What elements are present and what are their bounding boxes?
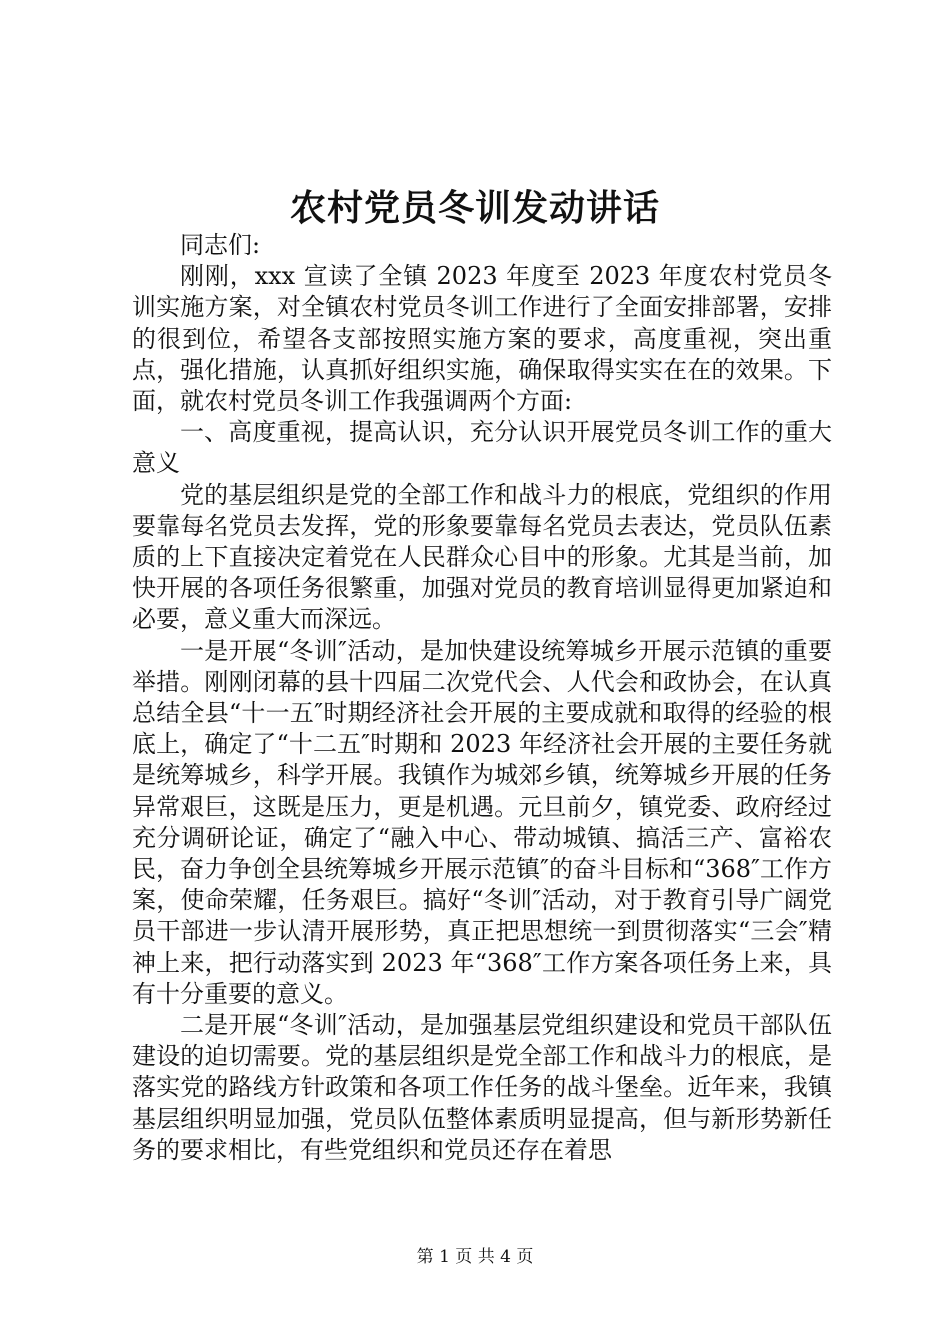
paragraph: 党的基层组织是党的全部工作和战斗力的根底，党组织的作用要靠每名党员去发挥，党的形象要靠每名党员去表达，党员队伍素质的上下直接决定着党在人民群众心目中的形象。尤其是当前，加快开展的各项任务很繁重，加强对党员的教育培训显得更加紧迫和必要，意义重大而深远。 xyxy=(132,480,832,634)
paragraph: 刚刚，xxx 宣读了全镇 2023 年度至 2023 年度农村党员冬训实施方案，对全镇农村党员冬训工作进行了全面安排部署，安排的很到位，希望各支部按照实施方案的要求，高度重视，突出重点，强化措施，认真抓好组织实施，确保取得实实在在的效果。下面，就农村党员冬训工作我强调两个方面: xyxy=(132,262,832,416)
document-title: 农村党员冬训发动讲话 xyxy=(289,187,660,229)
page-footer: 第 1 页 共 4 页 xyxy=(416,1247,534,1267)
document-body xyxy=(132,230,832,1166)
paragraph: 一是开展“冬训″活动，是加快建设统筹城乡开展示范镇的重要举措。刚刚闭幕的县十四届二次党代会、人代会和政协会，在认真总结全县“十一五″时期经济社会开展的主要成就和取得的经验的根底上，确定了“十二五″时期和 2023 年经济社会开展的主要任务就是统筹城乡，科学开展。我镇作为城郊乡镇，统筹城乡开展的任务异常艰巨，这既是压力，更是机遇。元旦前夕，镇党委、政府经过充分调研论证，确定了“融入中心、带动城镇、搞活三产、富裕农民，奋力争创全县统筹城乡开展示范镇″的奋斗目标和“368″工作方案，使命荣耀，任务艰巨。搞好“冬训″活动，对于教育引导广阔党员干部进一步认清开展形势，真正把思想统一到贯彻落实“三会″精神上来，把行动落实到 2023 年“368″工作方案各项任务上来，具有十分重要的意义。 xyxy=(132,636,833,1008)
salutation: 同志们: xyxy=(180,231,261,259)
section-heading: 一、高度重视，提高认识，充分认识开展党员冬训工作的重大意义 xyxy=(132,418,832,478)
paragraph: 二是开展“冬训″活动，是加强基层党组织建设和党员干部队伍建设的迫切需要。党的基层组织是党全部工作和战斗力的根底，是落实党的路线方针政策和各项工作任务的战斗堡垒。近年来，我镇基层组织明显加强，党员队伍整体素质明显提高，但与新形势新任务的要求相比，有些党组织和党员还存在着思 xyxy=(132,1011,832,1164)
